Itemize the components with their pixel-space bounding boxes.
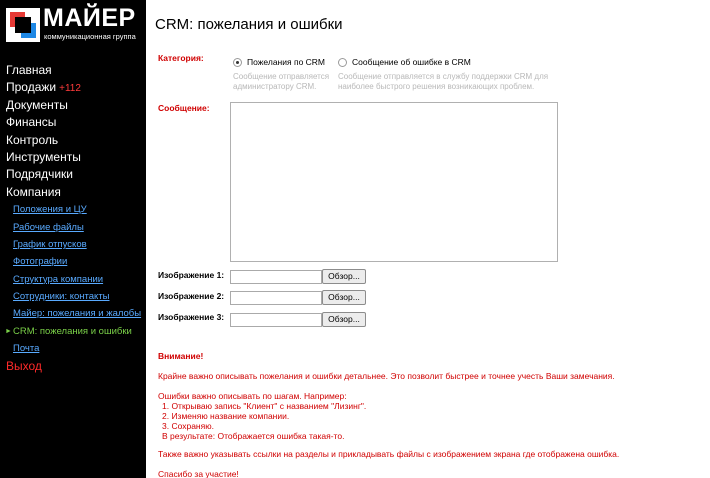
nav-item-tools[interactable] — [0, 149, 146, 166]
step-result: В результате: Отображается ошибка такая-то. — [162, 431, 345, 441]
nav-item-label: Компания — [6, 184, 61, 199]
hint-line: наиболее быстрого решения возникающих проблем. — [338, 82, 535, 91]
image-1-label: Изображение 1: — [158, 270, 225, 280]
nav-sub-employee-contacts[interactable]: Сотрудники: контакты — [13, 291, 110, 303]
detail-note: Крайне важно описывать пожелания и ошибки детальнее. Это позволит быстрее и точнее учесть Ваши замечания. — [158, 371, 615, 381]
nav-sub-crm-feedback[interactable] — [0, 323, 146, 340]
nav-item-home[interactable] — [0, 62, 146, 79]
image-1-browse-button[interactable]: Обзор... — [322, 269, 366, 284]
active-bullet-icon: ► — [5, 327, 12, 335]
hint-line: администратору CRM. — [233, 82, 317, 91]
nav-sub-company-structure[interactable]: Структура компании — [13, 273, 104, 285]
message-textarea[interactable] — [230, 102, 558, 262]
step-item: 2. Изменяю название компании. — [162, 411, 290, 421]
company-logo[interactable] — [6, 4, 140, 42]
nav-item-control[interactable] — [0, 132, 146, 149]
radio-label: Пожелания по CRM — [247, 57, 326, 67]
nav-sub-regulations[interactable]: Положения и ЦУ — [13, 204, 87, 216]
logo-mark-icon — [6, 8, 40, 42]
hint-line: Сообщение отправляется в службу поддержки CRM для — [338, 72, 549, 81]
nav-item-label: CRM: пожелания и ошибки — [13, 325, 132, 337]
option-crm-error-hint — [338, 72, 548, 92]
nav-sub-vacation-schedule[interactable]: График отпусков — [13, 238, 87, 250]
nav-item-label: Финансы — [6, 115, 57, 130]
nav-item-documents[interactable] — [0, 97, 146, 114]
step-item: 1. Открываю запись "Клиент" с названием "Лизинг". — [162, 401, 367, 411]
image-3-label: Изображение 3: — [158, 312, 225, 322]
step-item: 3. Сохраняю. — [162, 421, 214, 431]
radio-button[interactable] — [233, 58, 242, 67]
thanks-note: Спасибо за участие! — [158, 469, 239, 478]
nav-item-contractors[interactable] — [0, 166, 146, 183]
image-3-browse-button[interactable]: Обзор... — [322, 312, 366, 327]
option-crm-error[interactable] — [338, 56, 471, 68]
main-navigation — [0, 62, 146, 375]
nav-sub-mail[interactable]: Почта — [13, 343, 40, 355]
radio-button[interactable] — [338, 58, 347, 67]
warning-title: Внимание! — [158, 351, 204, 361]
nav-item-label: Документы — [6, 97, 68, 112]
nav-item-label: Продажи — [6, 80, 57, 95]
steps-intro: Ошибки важно описывать по шагам. Например: — [158, 391, 347, 401]
nav-item-sales[interactable] — [0, 79, 146, 96]
nav-sub-work-files[interactable]: Рабочие файлы — [13, 221, 84, 233]
nav-item-finance[interactable] — [0, 114, 146, 131]
sidebar — [0, 0, 146, 478]
message-label: Сообщение: — [158, 103, 210, 113]
hint-line: Сообщение отправляется — [233, 72, 330, 81]
nav-item-label: Инструменты — [6, 149, 81, 164]
category-label: Категория: — [158, 53, 204, 63]
image-2-label: Изображение 2: — [158, 291, 225, 301]
nav-item-label: Контроль — [6, 132, 59, 147]
option-crm-wishes-hint — [233, 72, 329, 92]
option-crm-wishes[interactable] — [233, 56, 325, 68]
image-3-field[interactable] — [230, 313, 322, 327]
nav-item-label: Подрядчики — [6, 167, 73, 182]
nav-item-label: Главная — [6, 63, 52, 77]
page-title: CRM: пожелания и ошибки — [155, 16, 343, 33]
sales-count-badge: +112 — [59, 83, 81, 95]
radio-label: Сообщение об ошибке в CRM — [352, 57, 471, 67]
links-note: Также важно указывать ссылки на разделы и прикладывать файлы с изображением экрана где отображена ошибка. — [158, 449, 620, 459]
main-content — [146, 0, 710, 478]
image-2-browse-button[interactable]: Обзор... — [322, 290, 366, 305]
brand-tagline: коммуникационная группа — [44, 32, 136, 41]
nav-item-company[interactable] — [0, 184, 146, 201]
nav-item-logout[interactable]: Выход — [6, 358, 42, 373]
brand-name: МАЙЕР — [43, 4, 136, 32]
image-2-field[interactable] — [230, 291, 322, 305]
image-1-field[interactable] — [230, 270, 322, 284]
nav-sub-photos[interactable]: Фотографии — [13, 256, 68, 268]
nav-sub-feedback[interactable]: Майер: пожелания и жалобы — [13, 308, 142, 320]
